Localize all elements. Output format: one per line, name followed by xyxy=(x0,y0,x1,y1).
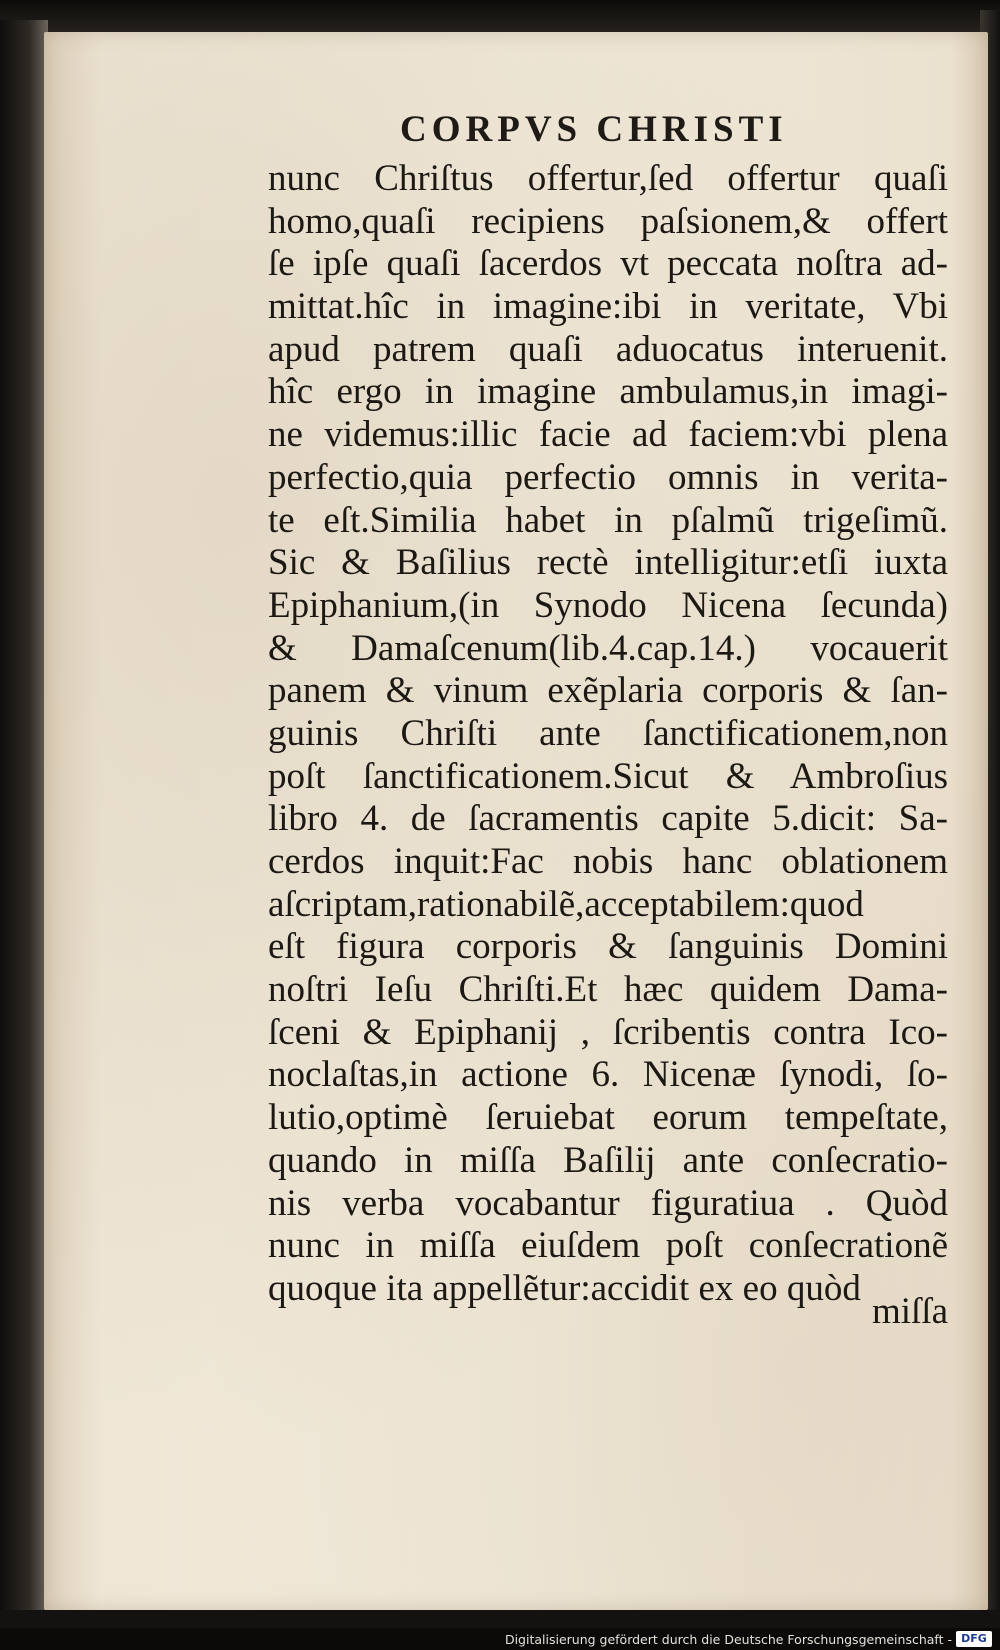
text-line: & Damaſcenum(lib.4.cap.14.) vocauerit xyxy=(268,627,948,669)
text-line: aſcriptam,rationabilẽ,acceptabilem:quod xyxy=(268,883,864,925)
text-line: guinis Chriſti ante ſanctificationem,non xyxy=(268,712,948,754)
text-line: ſceni & Epiphanij , ſcribentis contra Ico- xyxy=(268,1011,948,1053)
book-spine-edge xyxy=(0,20,48,1620)
text-line: nunc in miſſa eiuſdem poſt conſecrationẽ xyxy=(268,1225,948,1267)
text-line: Sic & Baſilius rectè intelligitur:etſi iuxta xyxy=(268,542,948,584)
text-line: mittat.hîc in imagine:ibi in veritate, Vbi xyxy=(268,286,948,328)
text-line: quoque ita appellẽtur:accidit ex eo quòd xyxy=(268,1267,861,1309)
text-line: te eſt.Similia habet in pſalmũ trigeſimũ. xyxy=(268,499,948,541)
digitization-credit: Digitalisierung gefördert durch die Deutsche Forschungsgemeinschaft - xyxy=(504,1632,952,1647)
dfg-logo: DFG xyxy=(956,1631,992,1647)
running-head: CORPVS CHRISTI xyxy=(400,109,788,150)
text-line: poſt ſanctificationem.Sicut & Ambroſius xyxy=(268,755,948,797)
text-line: quando in miſſa Baſilij ante conſecratio- xyxy=(268,1139,948,1181)
text-line: Epiphanium,(in Synodo Nicena ſecunda) xyxy=(268,584,948,626)
text-line: perfectio,quia perfectio omnis in verita- xyxy=(268,456,948,498)
text-line: panem & vinum exẽplaria corporis & ſan- xyxy=(268,670,948,712)
text-line: libro 4. de ſacramentis capite 5.dicit: Sa- xyxy=(268,798,948,840)
text-line: nunc Chriſtus offertur,ſed offertur quaſi xyxy=(268,158,948,199)
text-line: lutio,optimè ſeruiebat eorum tempeſtate, xyxy=(268,1097,948,1139)
text-line: eſt figura corporis & ſanguinis Domini xyxy=(268,926,948,968)
footer-bar xyxy=(0,1628,1000,1650)
text-line: noclaſtas,in actione 6. Nicenæ ſynodi, ſo- xyxy=(268,1054,948,1096)
text-line: homo,quaſi recipiens paſsionem,& offert xyxy=(268,200,948,242)
text-line: cerdos inquit:Fac nobis hanc oblationem xyxy=(268,841,948,882)
text-line: noſtri Ieſu Chriſti.Et hæc quidem Dama- xyxy=(268,969,948,1011)
text-line: ſe ipſe quaſi ſacerdos vt peccata noſtra ad- xyxy=(268,243,948,285)
text-line: apud patrem quaſi aduocatus interuenit. xyxy=(268,328,948,370)
catchword: miſſa xyxy=(872,1291,949,1332)
text-line: ne videmus:illic facie ad faciem:vbi plena xyxy=(268,414,948,456)
text-line: nis verba vocabantur figuratiua . Quòd xyxy=(268,1182,948,1224)
text-line: hîc ergo in imagine ambulamus,in imagi- xyxy=(268,371,948,413)
body-text xyxy=(268,158,948,1311)
